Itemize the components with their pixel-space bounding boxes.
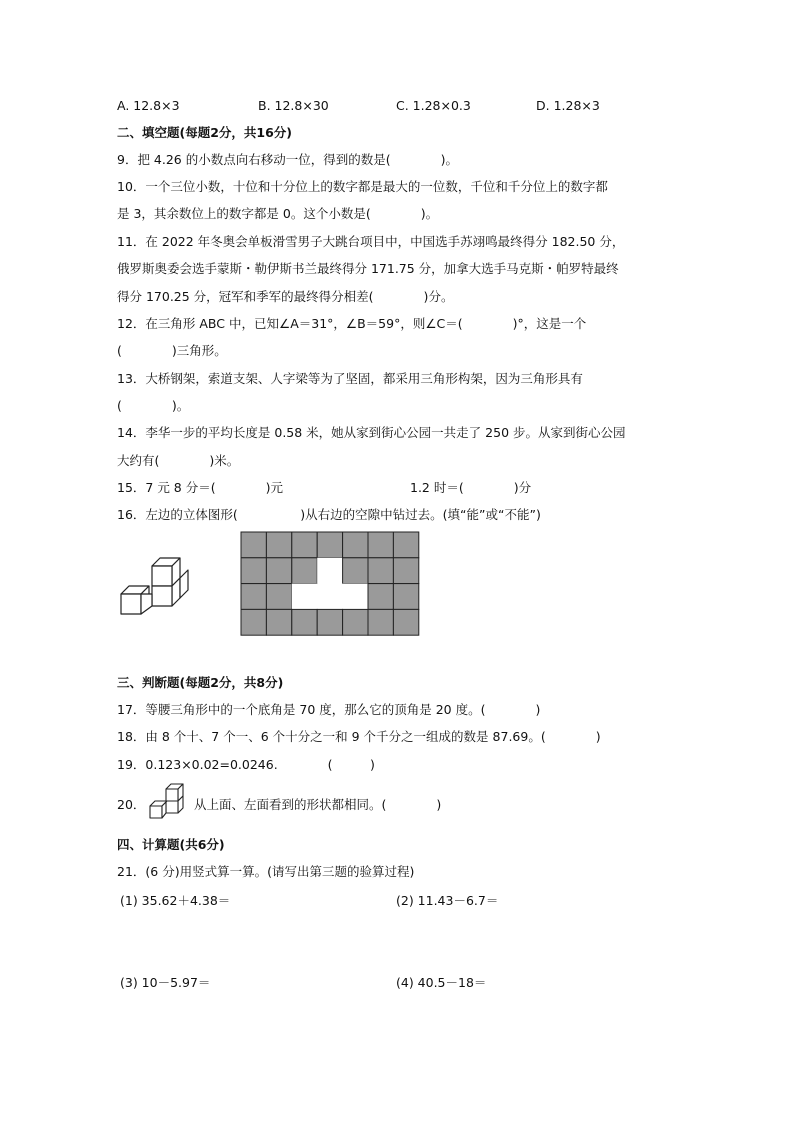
question-13-line-1: 13．大桥钢架，索道支架、人字梁等为了坚固，都采用三角形构架，因为三角形具有 xyxy=(117,371,583,386)
grid-cell xyxy=(343,609,368,635)
problem-2: (2) 11.43－6.7＝ xyxy=(396,893,499,908)
grid-cell xyxy=(317,532,342,558)
grid-cell xyxy=(292,558,317,584)
gap-cell xyxy=(317,558,342,584)
question-20-text: 从上面、左面看到的形状都相同。( ) xyxy=(194,797,442,812)
question-11-line-3: 得分 170.25 分，冠军和季军的最终得分相差( )分。 xyxy=(117,289,454,304)
grid-cell xyxy=(368,609,393,635)
grid-cell xyxy=(393,558,418,584)
grid-cell xyxy=(241,558,266,584)
question-20-number: 20． xyxy=(117,797,146,812)
section-4-title: 四、计算题(共6分) xyxy=(117,837,225,852)
problem-3: (3) 10－5.97＝ xyxy=(120,975,211,990)
question-18: 18．由 8 个十、7 个一、6 个十分之一和 9 个千分之一组成的数是 87.69。( ) xyxy=(117,729,601,744)
question-14-line-2: 大约有( )米。 xyxy=(117,453,240,468)
question-9: 9．把 4.26 的小数点向右移动一位，得到的数是( )。 xyxy=(117,152,458,167)
grid-cell xyxy=(266,584,291,610)
grid-cell xyxy=(266,609,291,635)
question-12-line-1: 12．在三角形 ABC 中，已知∠A＝31°，∠B＝59°，则∠C＝( )°，这是一个 xyxy=(117,316,587,331)
grid-cell xyxy=(317,609,342,635)
grid-cell xyxy=(343,532,368,558)
small-cubes-icon xyxy=(146,780,192,820)
grid-cell xyxy=(393,609,418,635)
question-21: 21．(6 分)用竖式算一算。(请写出第三题的验算过程) xyxy=(117,864,415,879)
question-16: 16．左边的立体图形( )从右边的空隙中钻过去。(填“能”或“不能”) xyxy=(117,507,541,522)
question-19: 19．0.123×0.02=0.0246. ( ) xyxy=(117,757,375,772)
question-15-part-b: 1.2 时＝( )分 xyxy=(410,480,532,495)
grid-cell xyxy=(241,584,266,610)
question-15-part-a: 15．7 元 8 分＝( )元 xyxy=(117,480,283,495)
grid-cell xyxy=(368,558,393,584)
grid-cell xyxy=(393,532,418,558)
section-2-title: 二、填空题(每题2分，共16分) xyxy=(117,125,293,140)
grid-with-gap xyxy=(240,531,420,637)
question-17: 17．等腰三角形中的一个底角是 70 度，那么它的顶角是 20 度。( ) xyxy=(117,702,541,717)
grid-cell xyxy=(292,609,317,635)
question-14-line-1: 14．李华一步的平均长度是 0.58 米，她从家到街心公园一共走了 250 步。从家到街心公园 xyxy=(117,425,626,440)
gap-cell xyxy=(343,584,368,610)
question-13-line-2: ( )。 xyxy=(117,398,190,413)
grid-cell xyxy=(241,532,266,558)
choice-d: D. 1.28×3 xyxy=(536,98,600,113)
question-10-line-1: 10．一个三位小数，十位和十分位上的数字都是最大的一位数，千位和千分位上的数字都 xyxy=(117,179,608,194)
problem-4: (4) 40.5－18＝ xyxy=(396,975,487,990)
question-11-line-1: 11．在 2022 年冬奥会单板滑雪男子大跳台项目中，中国选手苏翊鸣最终得分 182.50 分， xyxy=(117,234,625,249)
grid-cell xyxy=(393,584,418,610)
grid-cell xyxy=(368,532,393,558)
question-11-line-2: 俄罗斯奥委会选手蒙斯・勒伊斯书兰最终得分 171.75 分，加拿大选手马克斯・帕罗特最终 xyxy=(117,261,619,276)
choice-b: B. 12.8×30 xyxy=(258,98,329,113)
grid-cell xyxy=(266,532,291,558)
grid-cell xyxy=(368,584,393,610)
choice-a: A. 12.8×3 xyxy=(117,98,180,113)
section-3-title: 三、判断题(每题2分，共8分) xyxy=(117,675,284,690)
grid-cell xyxy=(241,609,266,635)
gap-cell xyxy=(317,584,342,610)
question-12-line-2: ( )三角形。 xyxy=(117,343,227,358)
grid-cell xyxy=(292,532,317,558)
gap-cell xyxy=(292,584,317,610)
grid-cell xyxy=(266,558,291,584)
question-10-line-2: 是 3，其余数位上的数字都是 0。这个小数是( )。 xyxy=(117,206,439,221)
grid-cell xyxy=(343,558,368,584)
problem-1: (1) 35.62＋4.38＝ xyxy=(120,893,231,908)
stacked-cubes-icon xyxy=(115,552,197,624)
choice-c: C. 1.28×0.3 xyxy=(396,98,471,113)
